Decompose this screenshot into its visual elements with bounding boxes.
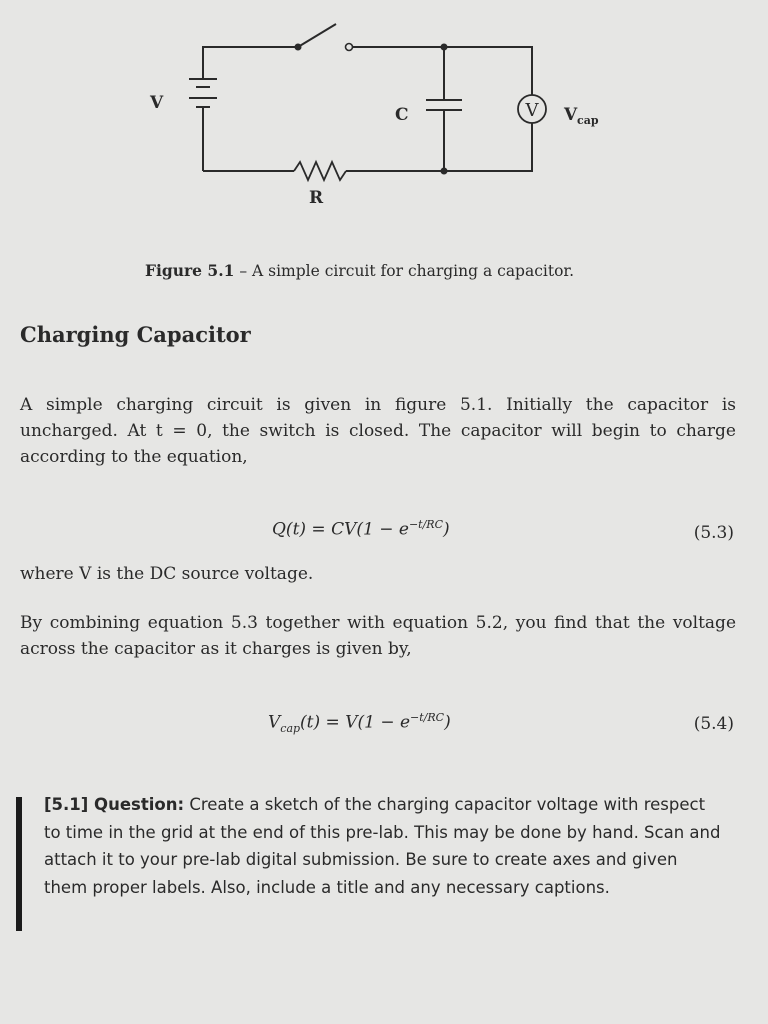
question-label: [5.1] Question: [44, 795, 185, 814]
figure-caption-text: – A simple circuit for charging a capacitor. [239, 262, 575, 280]
equation-charge-lhs: Q(t) = CV(1 − e [272, 519, 409, 540]
equation-number-5-3: (5.3) [693, 523, 734, 543]
battery-label: V [150, 93, 164, 113]
figure-label: Figure 5.1 [145, 261, 235, 280]
voltmeter-label: V [525, 100, 539, 121]
vcap-label-sub: cap [577, 114, 599, 127]
capacitor-label: C [395, 105, 409, 125]
equation-number-5-4: (5.4) [693, 714, 734, 734]
figure-caption [145, 261, 574, 280]
equation-vcap-rhs: (t) = V(1 − e [300, 712, 411, 733]
section-title: Charging Capacitor [20, 322, 251, 347]
equation-charge-close: ) [442, 519, 450, 540]
switch-symbol [295, 24, 353, 51]
equation-charge [272, 518, 450, 540]
circuit-diagram [0, 0, 768, 240]
question-block [44, 791, 724, 901]
equation-vcap-exponent: −t/RC [410, 711, 445, 724]
equation-vcap-sub: cap [280, 722, 301, 736]
resistor-label: R [309, 188, 324, 208]
resistor-symbol [294, 162, 346, 180]
intro-paragraph: A simple charging circuit is given in figure 5.1. Initially the capacitor is uncharged. At t = 0, the switch is closed. The capacitor will begin to charge according to the equation, [20, 395, 736, 467]
question-text: Create a sketch of the charging capacitor voltage with respect to time in the grid at the end of this pre-lab. This may be done by hand. Scan and attach it to your pre-lab digital submission. Be sure to create axes and given them proper labels. Also, include a title and any necessary captions. [44, 795, 721, 897]
equation-vcap-v: V [268, 712, 281, 733]
circuit-wires [203, 47, 532, 171]
equation-vcap [268, 711, 451, 735]
battery-symbol [189, 79, 217, 107]
vcap-label-main: V [564, 105, 578, 125]
capacitor-symbol [426, 100, 462, 110]
junction-dot-bottom [441, 168, 448, 175]
junction-dot-top [441, 44, 448, 51]
equation-charge-exponent: −t/RC [408, 518, 443, 531]
combining-paragraph: By combining equation 5.3 together with equation 5.2, you find that the voltage across the capacitor as it charges is given by, [20, 613, 736, 659]
question-margin-bar [16, 797, 22, 931]
source-voltage-note: where V is the DC source voltage. [20, 564, 314, 584]
equation-vcap-close: ) [444, 712, 451, 733]
